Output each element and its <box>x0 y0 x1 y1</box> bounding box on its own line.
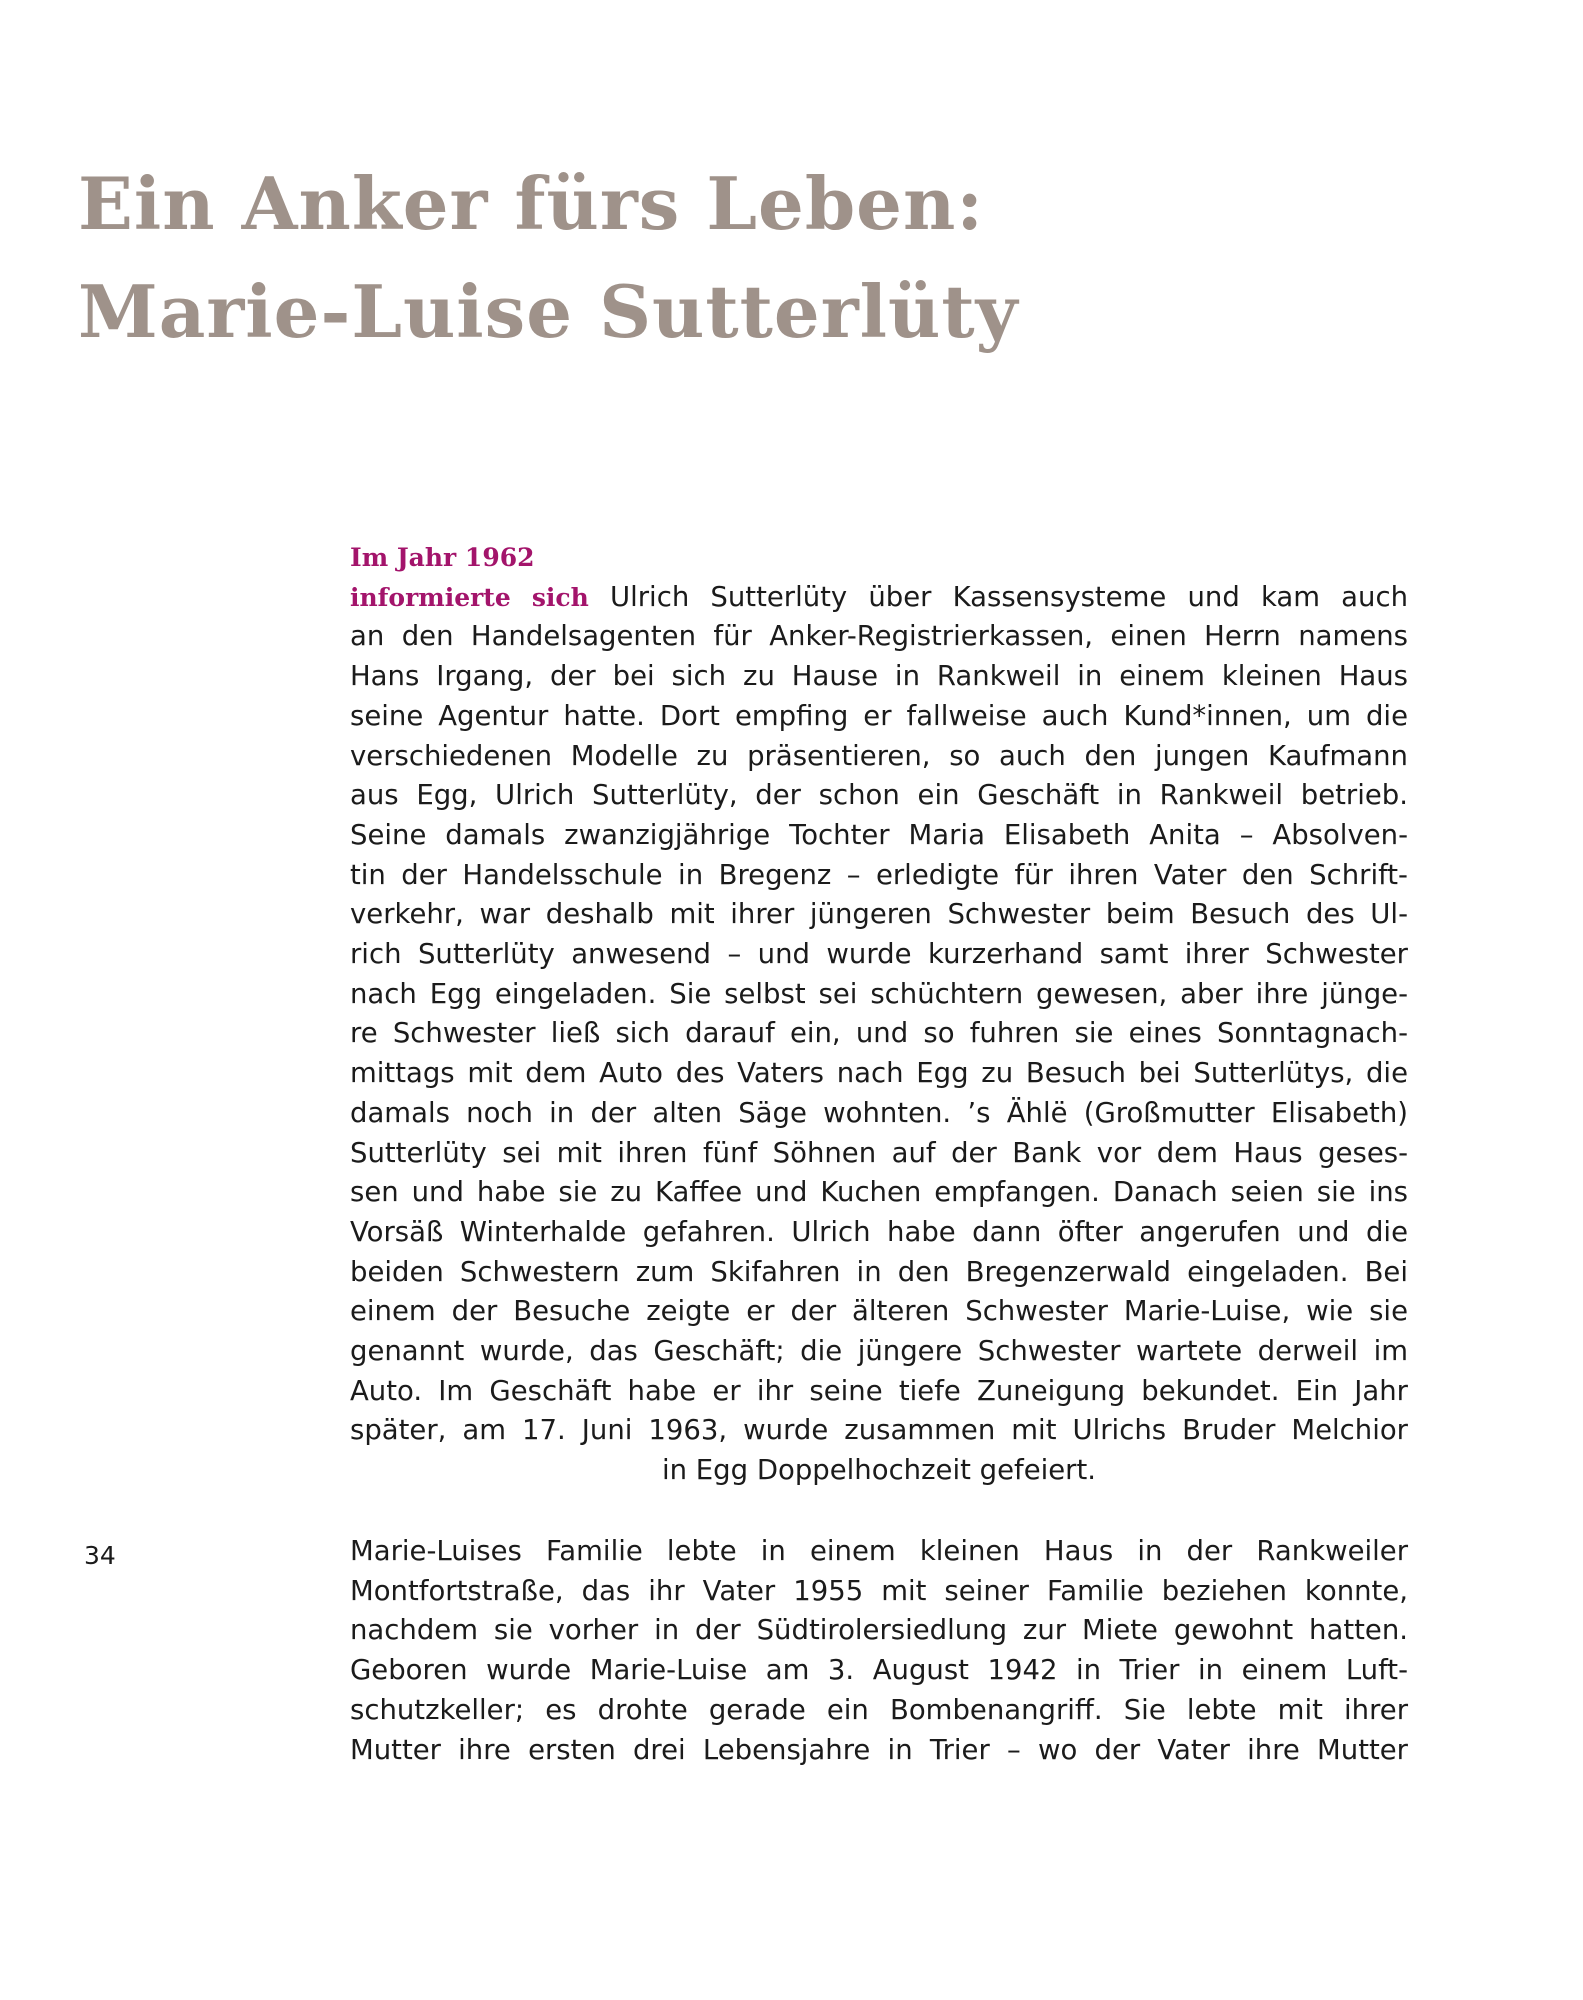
chapter-title-line-1: Ein Anker fürs Leben: <box>78 161 984 246</box>
paragraph-line: rich Sutterlüty anwesend – und wurde kurzerhand samt ihrer Schwester <box>350 938 1408 971</box>
paragraph-line: Mutter ihre ersten drei Lebensjahre in Trier – wo der Vater ihre Mutter <box>350 1733 1408 1766</box>
paragraph-line: Geboren wurde Marie-Luise am 3. August 1942 in Trier in einem Luft- <box>350 1654 1408 1687</box>
paragraph-line-text: Ulrich Sutterlüty über Kassensysteme und kam auch <box>588 580 1408 613</box>
chapter-title-line-2: Marie-Luise Sutterlüty <box>78 269 1019 354</box>
body-paragraph-1 <box>350 538 1408 1491</box>
paragraph-line: Seine damals zwanzigjährige Tochter Maria Elisabeth Anita – Absolven- <box>350 818 1408 851</box>
chapter-title <box>78 150 1018 366</box>
paragraph-line <box>350 578 1408 618</box>
paragraph-line: seine Agentur hatte. Dort empfing er fallweise auch Kund*innen, um die <box>350 699 1408 732</box>
paragraph-line: sen und habe sie zu Kaffee und Kuchen empfangen. Danach seien sie ins <box>350 1176 1408 1209</box>
paragraph-line: an den Handelsagenten für Anker-Registrierkassen, einen Herrn namens <box>350 620 1408 653</box>
paragraph-line: Sutterlüty sei mit ihren fünf Söhnen auf der Bank vor dem Haus geses- <box>350 1136 1408 1169</box>
lead-in-line-1: Im Jahr 1962 <box>350 543 535 572</box>
paragraph-line: tin der Handelsschule in Bregenz – erledigte für ihren Vater den Schrift- <box>350 858 1408 891</box>
paragraph-line: Hans Irgang, der bei sich zu Hause in Rankweil in einem kleinen Haus <box>350 660 1408 693</box>
paragraph-line: verkehr, war deshalb mit ihrer jüngeren Schwester beim Besuch des Ul- <box>350 898 1408 931</box>
paragraph-line: nach Egg eingeladen. Sie selbst sei schüchtern gewesen, aber ihre jünge- <box>350 977 1408 1010</box>
paragraph-line: Montfortstraße, das ihr Vater 1955 mit seiner Familie beziehen konnte, <box>350 1574 1408 1607</box>
body-paragraph-2 <box>350 1532 1408 1770</box>
paragraph-line: nachdem sie vorher in der Südtirolersiedlung zur Miete gewohnt hatten. <box>350 1614 1408 1647</box>
paragraph-line: genannt wurde, das Geschäft; die jüngere Schwester wartete derweil im <box>350 1335 1408 1368</box>
paragraph-line: Auto. Im Geschäft habe er ihr seine tiefe Zuneigung bekundet. Ein Jahr <box>350 1374 1408 1407</box>
paragraph-line: beiden Schwestern zum Skifahren in den Bregenzerwald eingeladen. Bei <box>350 1255 1408 1288</box>
paragraph-line: einem der Besuche zeigte er der älteren Schwester Marie-Luise, wie sie <box>350 1295 1408 1328</box>
lead-in-line-2: informierte sich <box>350 582 589 612</box>
paragraph-line: verschiedenen Modelle zu präsentieren, so auch den jungen Kaufmann <box>350 739 1408 772</box>
paragraph-line: mittags mit dem Auto des Vaters nach Egg zu Besuch bei Sutterlütys, die <box>350 1057 1408 1090</box>
paragraph-line: aus Egg, Ulrich Sutterlüty, der schon ein Geschäft in Rankweil betrieb. <box>350 779 1408 812</box>
page-number: 34 <box>84 1541 116 1570</box>
paragraph-last-line: in Egg Doppelhochzeit gefeiert. <box>662 1454 1096 1487</box>
paragraph-line: Vorsäß Winterhalde gefahren. Ulrich habe dann öfter angerufen und die <box>350 1215 1408 1248</box>
paragraph-line: Marie-Luises Familie lebte in einem kleinen Haus in der Rankweiler <box>350 1535 1408 1567</box>
paragraph-line: damals noch in der alten Säge wohnten. ’s Ählë (Großmutter Elisabeth) <box>350 1096 1408 1129</box>
paragraph-line: schutzkeller; es drohte gerade ein Bombenangriff. Sie lebte mit ihrer <box>350 1693 1408 1726</box>
paragraph-line: später, am 17. Juni 1963, wurde zusammen mit Ulrichs Bruder Melchior <box>350 1414 1408 1447</box>
paragraph-line: re Schwester ließ sich darauf ein, und so fuhren sie eines Sonntagnach- <box>350 1017 1408 1050</box>
